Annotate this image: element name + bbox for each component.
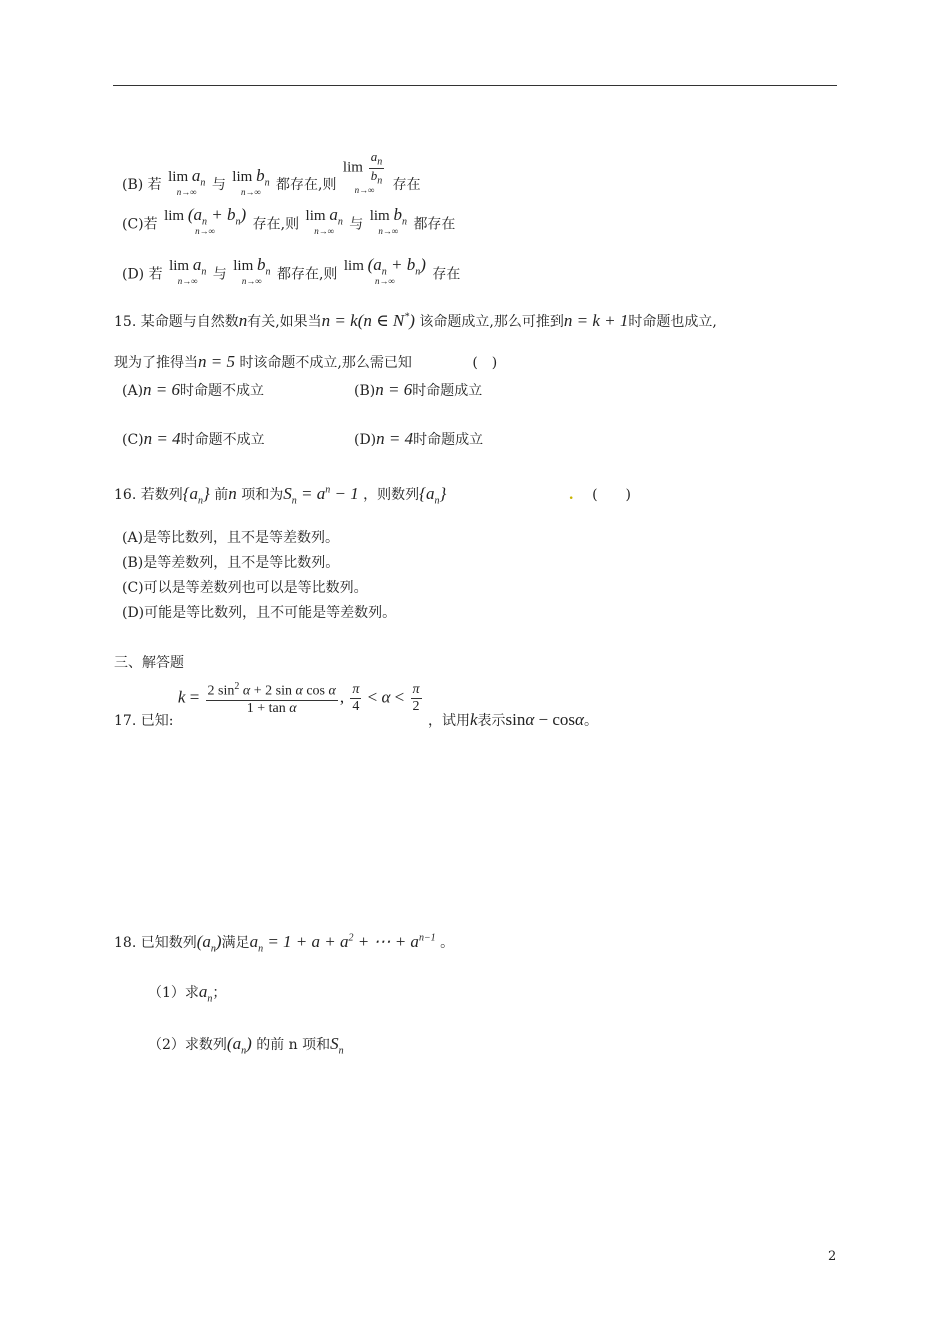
math-condition: n = k(n ∈ N*) (321, 311, 415, 330)
q15-line2: 现为了推得当n = 5 时该命题不成立,那么需已知 ( ) (114, 352, 498, 371)
q16-option-d: (D)可能是等比数列，且不可能是等差数列。 (122, 605, 397, 621)
stray-dot: . (568, 487, 574, 503)
page-number: 2 (828, 1249, 837, 1264)
q18-line: 18. 已知数列$(a_n)$满足$a_n = 1 + a + a^2$ + ⋯ + $a^{n-1}$ 。 (114, 932, 455, 955)
math-k-plus-1: n = k + 1 (563, 311, 629, 330)
section-heading: 三、解答题 (114, 655, 184, 671)
q18-part2: （2）求数列$(a_n)$ 的前 n 项和$S_n$ (148, 1034, 344, 1057)
q16-line1: 16. 若数列$\{a_n\}$ 前n 项和为$S_n = a^n - 1$ ，则数列$\{a_n\}$ . ( ) (114, 484, 632, 507)
option-label: (B) (122, 177, 144, 194)
math-sum: $S_n = a^n - 1$ (283, 484, 359, 507)
question-number: 15. (114, 314, 137, 330)
answer-paren: ( ) (592, 487, 632, 503)
q15-option-b: (B)n = 6时命题成立 (354, 380, 483, 399)
math-an-definition: $a_n = 1 + a + a^2$ + ⋯ + $a^{n-1}$ (249, 932, 436, 955)
limit-expression: $\lim a_n$ n→∞ (168, 165, 206, 198)
limit-expression: $\lim b_n$ n→∞ (369, 205, 407, 237)
math-sin-minus-cos: sinα − cosα (505, 709, 584, 729)
limit-expression: $\lim a_n$ n→∞ (169, 255, 207, 287)
question-number: 16. (114, 487, 137, 503)
option-label: (D) (122, 266, 145, 283)
q14-option-c: (C)若 $\lim (a_n + b_n)$ n→∞ 存在,则 $\lim a_n$ n→∞ 与 $\lim b_n$ n→∞ 都存在 (122, 205, 456, 237)
limit-expression: $\lim (a_n + b_n)$ n→∞ (164, 205, 247, 237)
q16-option-c: (C)可以是等差数列也可以是等比数列。 (122, 580, 368, 596)
option-label: (C)若 (122, 216, 158, 233)
limit-expression: $\lim a_n$ n→∞ (305, 205, 343, 237)
limit-expression: $\lim (a_n + b_n)$ n→∞ (343, 255, 426, 287)
question-number: 18. (114, 935, 137, 951)
q16-option-a: (A)是等比数列，且不是等差数列。 (122, 530, 340, 546)
answer-paren: ( ) (472, 355, 498, 371)
limit-fraction: lim $\frac{a_n}{b_n}$ n→∞ (342, 149, 383, 196)
q18-part1: （1）求$a_n$； (148, 982, 227, 1005)
limit-expression: $\lim b_n$ n→∞ (233, 255, 271, 287)
q14-option-d: (D) 若 $\lim a_n$ n→∞ 与 $\lim b_n$ n→∞ 都存在,则 $\lim (a_n + b_n)$ n→∞ 存在 (122, 255, 461, 287)
math-sequence: $(a_n)$ (196, 932, 222, 955)
q15-line1: 15. 某命题与自然数n有关,如果当n = k(n ∈ N*) 该命题成立,那么可推到n = k + 1时命题也成立, (114, 311, 717, 330)
q15-option-d: (D)n = 4时命题成立 (354, 429, 484, 448)
q16-option-b: (B)是等差数列，且不是等比数列。 (122, 555, 340, 571)
math-k-definition: k = $\frac{2 \sin^2 \alpha + 2 \sin \alpha \cos \alpha}{\text{1 + tan α}}$ , $\frac{\pi}{4}$ < α < $\frac{\pi}{2}$ (177, 681, 420, 716)
math-sequence: $\{a_n\}$ (182, 484, 210, 507)
q14-option-b: (B) 若 $\lim a_n$ n→∞ 与 $\lim b_n$ n→∞ 都存在,则 lim $\frac{a_n}{b_n}$ n→∞ 存在 (122, 149, 421, 198)
question-number: 17. (114, 712, 137, 729)
q17-line: 17. 已知: k = $\frac{2 \sin^2 \alpha + 2 \sin \alpha \cos \alpha}{\text{1 + tan α}}$ , $\frac{\pi}{4}$ < α < $\frac{\pi}{2}$ ，试用k表示sinα − cosα。 (114, 681, 598, 729)
header-rule (113, 85, 837, 86)
q15-option-a: (A)n = 6时命题不成立 (122, 380, 265, 399)
math-sequence: $\{a_n\}$ (419, 484, 447, 507)
math-n-5: n = 5 (198, 352, 235, 371)
math-n: n (238, 311, 248, 330)
q15-option-c: (C)n = 4时命题不成立 (122, 429, 265, 448)
limit-expression: $\lim b_n$ n→∞ (232, 165, 270, 198)
